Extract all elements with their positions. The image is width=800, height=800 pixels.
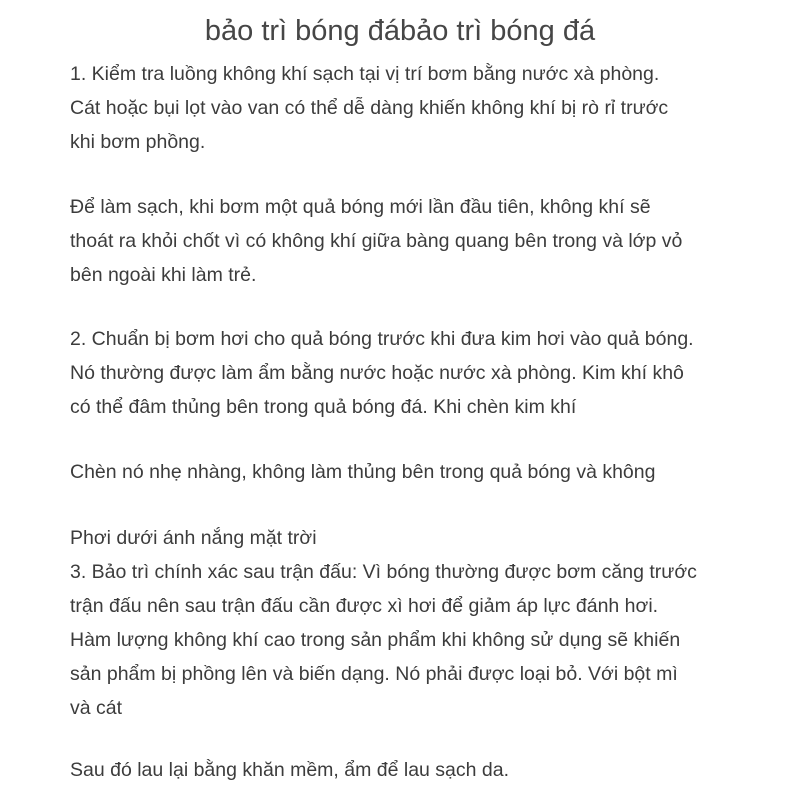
- text-line: sản phẩm bị phồng lên và biến dạng. Nó phải được loại bỏ. Với bột mì: [70, 663, 678, 685]
- text-line: 2. Chuẩn bị bơm hơi cho quả bóng trước khi đưa kim hơi vào quả bóng.: [70, 328, 694, 350]
- page-title: bảo trì bóng đábảo trì bóng đá: [204, 15, 596, 47]
- text-line: Chèn nó nhẹ nhàng, không làm thủng bên trong quả bóng và không: [70, 461, 656, 483]
- paragraph-1: [70, 57, 790, 159]
- text-line: Nó thường được làm ẩm bằng nước hoặc nước xà phòng. Kim khí khô: [70, 362, 684, 384]
- text-line: và cát: [70, 697, 123, 719]
- text-line: Cát hoặc bụi lọt vào van có thể dễ dàng khiến không khí bị rò rỉ trước: [70, 97, 669, 119]
- text-line: Sau đó lau lại bằng khăn mềm, ẩm để lau sạch da.: [70, 759, 510, 781]
- text-line: thoát ra khỏi chốt vì có không khí giữa bàng quang bên trong và lớp vỏ: [70, 230, 683, 252]
- text-line: bên ngoài khi làm trẻ.: [70, 264, 257, 286]
- paragraph-3: [70, 322, 790, 424]
- text-line: khi bơm phồng.: [70, 131, 206, 153]
- text-line: Hàm lượng không khí cao trong sản phẩm khi không sử dụng sẽ khiến: [70, 629, 681, 651]
- paragraph-2: [70, 190, 790, 292]
- paragraph-5: [70, 521, 790, 725]
- text-line: trận đấu nên sau trận đấu cần được xì hơi để giảm áp lực đánh hơi.: [70, 595, 659, 617]
- text-line: Phơi dưới ánh nắng mặt trời: [70, 527, 317, 549]
- text-line: 1. Kiểm tra luồng không khí sạch tại vị trí bơm bằng nước xà phòng.: [70, 63, 660, 85]
- text-line: có thể đâm thủng bên trong quả bóng đá. Khi chèn kim khí: [70, 396, 577, 418]
- paragraph-4: [70, 455, 790, 489]
- text-line: 3. Bảo trì chính xác sau trận đấu: Vì bóng thường được bơm căng trước: [70, 561, 697, 583]
- paragraph-6: [70, 753, 790, 787]
- text-line: Để làm sạch, khi bơm một quả bóng mới lần đầu tiên, không khí sẽ: [70, 196, 651, 218]
